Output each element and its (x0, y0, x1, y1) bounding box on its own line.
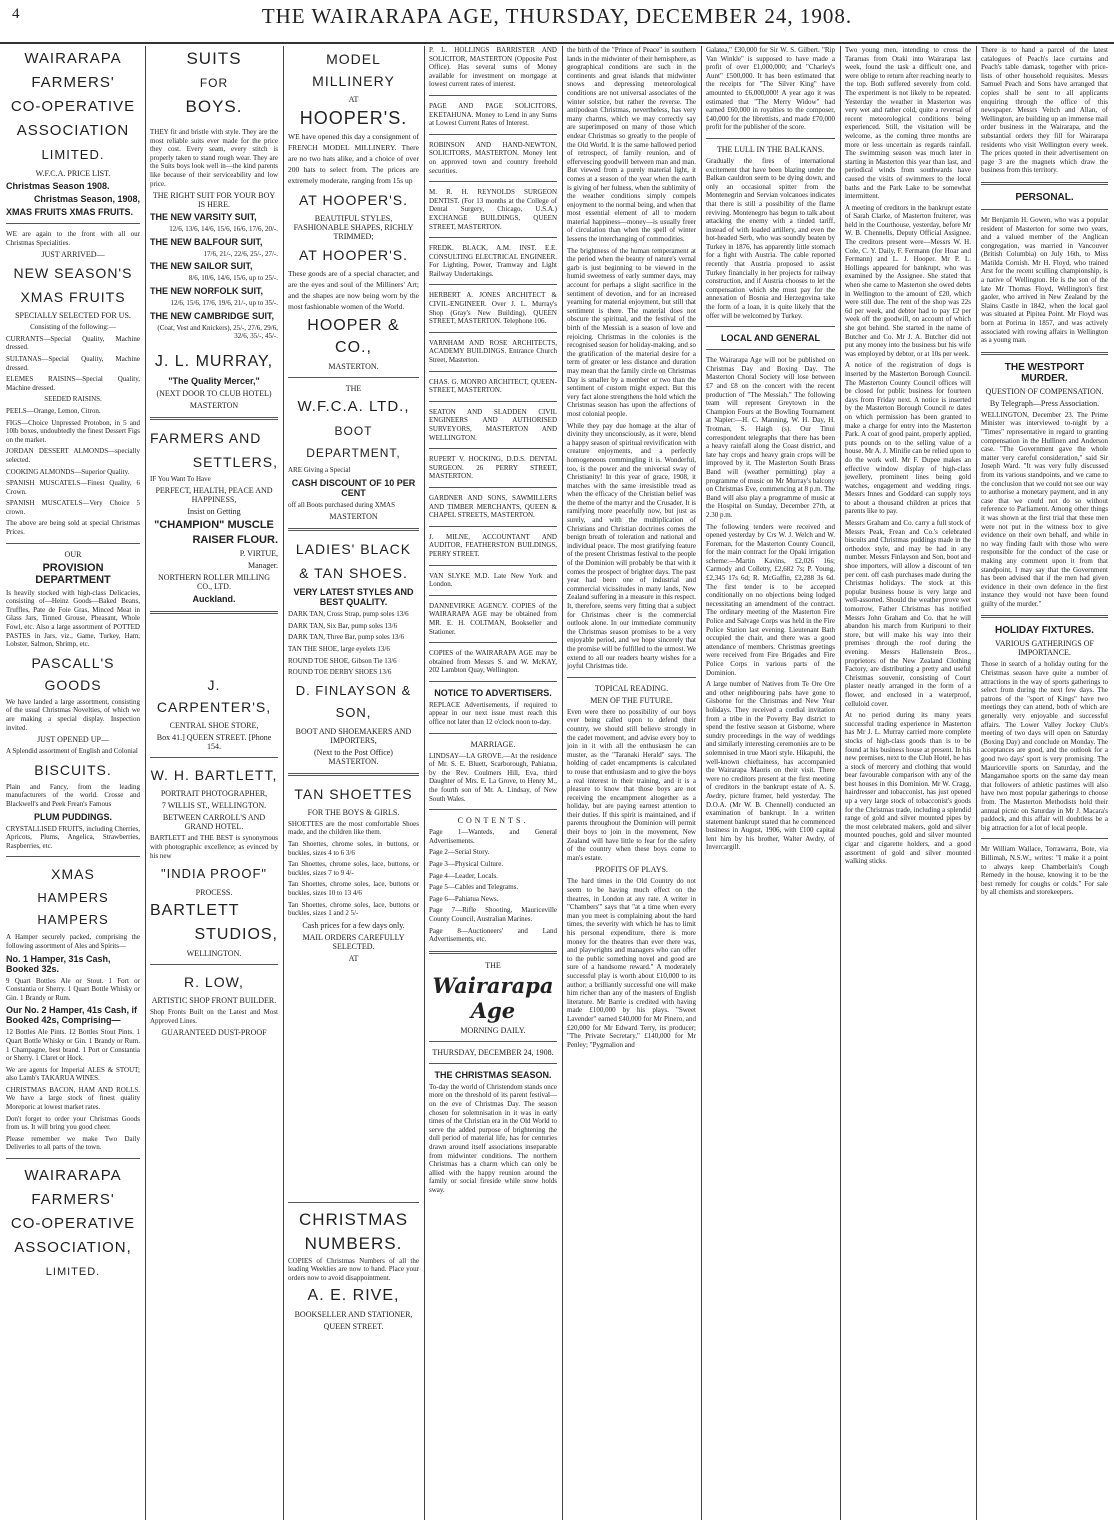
business-card: J. MILNE, ACCOUNTANT AND AUDITOR, FEATHERSTON BUILDINGS, PERRY STREET. (429, 532, 557, 558)
shoette-line: Tan Shoettes, chrome soles, in buttons, or buckles, sizes 4 to 6 3/6 (288, 839, 419, 857)
tan-shoes-heading: & TAN SHOES. (299, 565, 408, 582)
suit-name: THE NEW BALFOUR SUIT, (150, 236, 263, 247)
low-text: Shop Fronts Built on the Latest and Most Approved Lines. (150, 1008, 278, 1025)
hooper-town: MASTERTON. (328, 362, 379, 371)
next-door: (NEXT DOOR TO CLUB HOTEL) (156, 388, 272, 398)
contents-line: Page 1—Wanteds, and General Advertisements. (429, 828, 557, 845)
suit-prices: 12/6, 15/6, 17/6, 19/6, 21/-, up to 35/-. (170, 298, 278, 307)
contents-line: Page 7—Rifle Shooting, Mauriceville County Council, Australian Marines. (429, 906, 557, 923)
contents-line: Page 5—Cables and Telegrams. (429, 883, 519, 892)
murray-name: J. L. MURRAY, (154, 352, 274, 370)
dust-proof: GUARANTEED DUST-PROOF (161, 1028, 267, 1038)
finlayson-name: D. FINLAYSON & SON, (295, 682, 412, 720)
champion-flour: "CHAMPION" MUSCLE (154, 519, 274, 532)
shoette-line: Tan Shoettes, chrome soles, lace, buttons or buckles, sizes 10 to 13 4/6 (288, 880, 419, 897)
business-card: PAGE AND PAGE SOLICITORS, EKETAHUNA. Money to Lend in any Sums at Lowest Current Rates of Interest. (429, 101, 557, 128)
remember-text: Please remember we make Two Daily Deliveries to all parts of the town. (6, 1134, 140, 1152)
fruit-item: COOKING ALMONDS—Superior Quality. (6, 467, 130, 476)
business-card: DANNEVIRKE AGENCY. COPIES of the WAIRARAPA AGE may be obtained from MR. E. H. COLTMAN, Bookseller and Stationer. (429, 601, 557, 636)
editorial-text: To-day the world of Christendom stands once more on the threshold of its parent festival—on the eve of Christmas Day. The season chosen for solemnisation in it was in early times of the Christian era in the Old World to serve the added purpose of brightening the dull period of material life, has for centuries drawn around itself associations inseparable from midwinter conditions. The northern Christmas has a charm which can only be allied with the happy reunion around the family or social fireside while snow holds sway. (429, 1082, 557, 1194)
marriage-text: LINDSAY—LA GROVE.—At the residence of Mr. S. E. Bluett, Scarborough, Pahiatua, by the Rev. Coulmers Hill, Eva, third Daughter of Mrs. E. La Grove, to Henry M., the fourth son of Mr. A. Lindsay, of New South Wales. (429, 751, 557, 803)
murray-town: MASTERTON (189, 400, 239, 410)
shoe-line: DARK TAN, Cross Strap, pump soles 13/6 (288, 610, 409, 619)
fruit-item: CURRANTS—Special Quality, Machine dressed. (6, 334, 140, 352)
for-label: FOR (199, 76, 229, 90)
bacon-text: CHRISTMAS BACON, HAM AND ROLLS. We have a large stock of finest quality Moreporic at lowest market rates. (6, 1085, 140, 1112)
men-future-heading: MEN OF THE FUTURE. (590, 695, 673, 705)
gatherings-heading: VARIOUS GATHERINGS OF IMPORTANCE. (995, 639, 1094, 658)
business-card: VARNHAM AND ROSE ARCHITECTS, ACADEMY BUILDINGS. Entrance Church Street, Masterton. (429, 338, 557, 365)
local-text: The following tenders were received and opened yesterday by Crs W. J. Welch and W. Foreman, for the Masterton County Council, for the main contract for the Opaki irrigation scheme:—Martin Kavins, £2,026 16s; Carmody and Colletty, £2,682 7s; P. Young, £2,345 17s 6d; R. McGaffin, £2,288 3s 6d. The first tender is to be accepted conditionally on no objections being lodged necessitating an amendment of the contract. The ordinary meeting of the Masterton Fire Police and Salvage Corps was held in the Fire Police Station last evening. Lieutenant Bath occupied the chair, and there was a good attendance of members. Christmas greetings were received from Fire Brigades and Fire Police Corps in various parts of the Dominion. (706, 522, 835, 677)
hooper-co: HOOPER & CO., (307, 317, 400, 356)
wfca-name-line: CO-OPERATIVE (10, 1215, 136, 1233)
shoe-line: DARK TAN, Three Bar, pump soles 13/6 (288, 633, 404, 642)
pascalls-text: We have landed a large assortment, consisting of the usual Christmas Novelties, of which we are making a special display. Inspection invited. (6, 697, 140, 732)
wellington-label: WELLINGTON. (186, 949, 242, 959)
contents-heading: CONTENTS. (457, 816, 529, 826)
wairarapa-age-nameplate: Wairarapa Age (432, 972, 554, 1023)
agents-text: We are agents for Imperial ALES & STOUT; also Lamb's TAKARUA WINES. (6, 1065, 140, 1083)
for-boys-girls: FOR THE BOYS & GIRLS. (307, 807, 400, 817)
notice-heading: NOTICE TO ADVERTISERS. (434, 687, 552, 698)
bartlett-studios: BARTLETT (150, 902, 240, 920)
bartlett-address: 7 WILLIS ST., WELLINGTON. (161, 801, 267, 811)
beautiful-styles: BEAUTIFUL STYLES, FASHIONABLE SHAPES, RICHLY TRIMMED; (293, 214, 414, 241)
business-card: FREDK. BLACK, A.M. INST. E.E. CONSULTING ELECTRICAL ENGINEER. For Lighting, Power, Tramway and Light Railway Undertakings. (429, 244, 557, 278)
wfca-boot: W.F.C.A. LTD., (297, 398, 410, 415)
news-column (702, 46, 839, 1520)
bartlett-name: W. H. BARTLETT, (150, 767, 278, 784)
shop-front-builder: ARTISTIC SHOP FRONT BUILDER. (151, 996, 277, 1006)
if-you-want: IF You Want To Have (150, 474, 211, 483)
plum-puddings: PLUM PUDDINGS. (33, 811, 112, 822)
wfca-advertisement (2, 46, 144, 1520)
hamper-no2-items: 12 Bottles Ale Pints. 12 Bottles Stout Pints. 1 Quart Bottle Whisky or Gin. 1 Brandy or Rum. 1 Champagne, best brand. 1 Port or Constantia or Sherry. 1 Claret or Hock. (6, 1028, 140, 1063)
suit-name: THE NEW NORFOLK SUIT, (150, 285, 263, 296)
hoopers-heading: HOOPER'S. (299, 108, 408, 128)
editorial-column (563, 46, 700, 1520)
fruit-item: ELEMES RAISINS—Special Quality, Machine dressed. (6, 375, 140, 392)
business-card: GARDNER AND SONS, SAWMILLERS AND TIMBER MERCHANTS, QUEEN & CHAPEL STREETS, MASTERTON. (429, 493, 557, 520)
local-text: Two young men, intending to cross the Tararuas from Otaki into Wairarapa last week, found the task a difficult one, and were oblige to return after reaching nearly to the top. Both suffered severely from cold. The experiment is not likely to be repeated. Yesterday the weather in Masterton was very wet and rather cold, quite a reversal of recent meteorological conditions being experienced. Still, the visitation will be welcome, as the coming three months are more or less uncertain as regards rainfall. The swimming season was much later in starting in Masterton this year than last, and periodical winds from southwards have caused the visits of swimmers to the local baths and the Park Lake to be somewhat intermittent. (845, 46, 971, 201)
fruit-item: PEELS—Orange, Lemon, Citron. (6, 406, 101, 415)
at-label: AT (348, 953, 359, 963)
health-line: PERFECT, HEALTH, PEACE AND HAPPINESS, (155, 486, 273, 505)
personal-column (977, 46, 1112, 1520)
bartlett-studios: STUDIOS, (194, 926, 278, 944)
giving-special: ARE Giving a Special (288, 466, 351, 474)
goods-text: These goods are of a special character, and are the eyes and soul of the Milliners' Art; and the shapes are now being worn by the most fashionable women of the World. (288, 269, 419, 311)
editorial-text: The brightness of the human temperament at the period when the beauty of nature's vernal garb is just beginning to be viewed in the humid sweetness of early summer days, may account for perhaps a slight sacrifice in the sentiment of devotion, and for an increased yearning for material enjoyment, but still that sentiment is there. The material does not obscure the spiritual, and the festival of the birth of the Messiah is a season of love and rejoicing. Christmas in the colonies is the recognised season for holiday-making, and so the gratification of the material desire for a term of greater or less distance and duration may mean that the family circle on Christmas Day is smaller by a member or two than the sentiment of custom might expect. But this very fact alone strengthens the hold which the Christmas season has upon the affections of most colonial people. (567, 246, 696, 418)
hoopers-column (284, 46, 423, 1520)
shoe-line: ROUND TOE DERBY SHOES 13/6 (288, 668, 392, 677)
rive-name: A. E. RIVE, (307, 1287, 400, 1305)
local-text: There is to hand a parcel of the latest catalogues of Peach's lace curtains and Peach's table damask, together with price-lists of other household requisites. Messrs Samuel Peach and Sons have arranged that copies shall be sent to all applicants enquiring through the office of this newspaper. Messrs Veitch and Allan, of Wellington, are building up an immense mail order business in the Wairarapa, and the substantial orders they fill for Wairarapa residents who visit Wellington every week. The prices quoted in their advertisement on page 3 are the magnets which draw the business from this territory. (981, 46, 1108, 175)
business-card: COPIES of the WAIRARAPA AGE may be obtained from Messrs S. and W. McKAY, 202 Lambton Quay, Wellington. (429, 649, 557, 675)
contents-line: Page 8—Auctioneers' and Land Advertisements, etc. (429, 926, 557, 944)
telegraph-line: By Telegraph—Press Association. (989, 398, 1100, 408)
profits-heading: PROFITS OF PLAYS. (595, 865, 668, 875)
suits-heading: SUITS (186, 49, 242, 68)
suit-prices: 17/6, 21/-, 22/6, 25/-, 27/-. (203, 249, 278, 258)
local-text: A meeting of creditors in the bankrupt estate of Sarah Clarke, of Masterton fruiterer, was held in the Courthouse, yesterday, before Mr W. B. Chennells, Deputy Official Assignee. The creditors present were—Messrs W. H. Cole, C. Y. Daily, F. Fermann (for Hoar and Fermann) and L. J. Hooper. Mr P. L. Hollings appeared for bankrupt, who was examined by the Assignee. She stated that when she came to Masterton she owed debts in Wellington to the amount of £20, which were still due. The rent of the shop was 22s 6d per week, and debtor had to pay £2 per week off the goodwill, on account of which she got behind. She started in the name of Butcher and Co. Mr J. A. Butcher did not put any money into the business but his wife was employed by debtor, or at 10s per week. (845, 203, 971, 358)
wfca-name-line: ASSOCIATION, (14, 1239, 132, 1257)
new-seasons-heading: NEW SEASON'S (13, 265, 133, 282)
quality-mercer: "The Quality Mercer," (168, 375, 260, 386)
raiser-flour: RAISER FLOUR. (192, 534, 278, 547)
shoettes-text: SHOETTES are the most comfortable Shoes made, and the children like them. (288, 819, 419, 837)
paper-the: THE (485, 960, 501, 970)
contents-line: Page 2—Serial Story. (429, 848, 490, 857)
wfca-name-line: WAIRARAPA (24, 50, 122, 67)
season-line: Christmas Season 1908. (6, 181, 110, 191)
hamper-no1-items: 9 Quart Bottles Ale or Stout. 1 Fort or Constantia or Sherry. 1 Quart Bottle Whisky or Gin. 1 Brandy or Rum. (6, 976, 140, 1002)
shoette-line: Tan Shoettes, chrome soles, lace, buttons or buckles, sizes 1 and 2 5/- (288, 900, 419, 918)
balkans-heading: THE LULL IN THE BALKANS. (716, 144, 825, 154)
carpenter-name: J. CARPENTER'S, (156, 677, 272, 716)
mail-orders: MAIL ORDERS CAREFULLY SELECTED. (302, 932, 405, 951)
copies-text: COPIES of Christmas Numbers of all the leading Weeklies are now to hand. Place your orders now to avoid disappointment. (288, 1256, 419, 1282)
right-suit: THE RIGHT SUIT FOR YOUR BOY IS HERE. (152, 191, 276, 210)
suit-prices: 12/6, 13/6, 14/6, 15/6, 16/6, 17/6, 20/-. (169, 225, 278, 234)
shoe-line: TAN THE SHOE, large eyelets 13/6 (288, 644, 390, 653)
queen-street: QUEEN STREET. (323, 1322, 384, 1332)
low-name: R. LOW, (184, 974, 244, 991)
contents-line: Page 6—Pahiatua News. (429, 894, 499, 903)
shoette-line: Tan Shoettes, chrome soles, lace, buttons, or buckles, sizes 7 to 9 4/- (288, 860, 419, 877)
auckland-label: Auckland. (192, 594, 236, 605)
portrait-photographer: PORTRAIT PHOTOGRAPHER, (160, 789, 268, 799)
plays-text: Galatea," £30,000 for Sir W. S. Gilbert. "Rip Van Winkle" is supposed to have made a profit of over £1,000,000; and "Charley's Aunt" £500,000. It has been estimated that the receipts for "The Silver King" have amounted to £6,000,000! A year ago it was estimated that "The Merry Widow" had earned £60,000 in royalties to the composer, £40,000 for the librettists, and made £70,000 profit for the publisher of the score. (706, 46, 835, 132)
fruit-item: The above are being sold at special Christmas Prices. (6, 519, 140, 537)
xmas-heading: XMAS (51, 866, 95, 883)
forget-text: Don't forget to order your Christmas Goods from us. It will bring you good cheer. (6, 1114, 140, 1132)
xmas-fruits-line: XMAS FRUITS XMAS FRUITS. (6, 207, 134, 217)
virtue-name: P. VIRTUE, (239, 549, 278, 559)
intro-text: WE are again to the front with all our Christmas Specialities. (6, 230, 140, 247)
suit-name: THE NEW SAILOR SUIT, (150, 261, 253, 272)
suits-text: THEY fit and bristle with style. They are the most reliable suits ever made for the price they cost. Every seam, every stitch is properly taken to stand rough wear. They are the Suits boys look well in—the kind parents like because of their serviceability and low price. (150, 128, 278, 188)
bartlett-between: BETWEEN CARROLL'S AND GRAND HOTEL. (162, 813, 266, 832)
wfca-name-line: WAIRARAPA (24, 1167, 122, 1185)
provision-text: Is heavily stocked with high-class Delicacies, consisting of—Heinz Goods—Baked Beans, Truffles, Pate de Foie Gras, Minced Meat in Glass Jars, Tinned Grouse, Pheasant, Whole Fowl, etc. Also a large assortment of POTTED PASTES in Jars, viz., Game, Turkey, Ham, Lobster, Salmon, Shrimp, etc. (6, 588, 140, 649)
fruit-item: SULTANAS—Special Quality, Machine dressed. (6, 354, 140, 372)
newspaper-title: THE WAIRARAPA AGE, THURSDAY, DECEMBER 24, 1908. (261, 4, 853, 28)
local-news-column (841, 46, 975, 1520)
at-hoopers: AT HOOPER'S. (298, 247, 409, 263)
consisting-text: Consisting of the following:— (30, 323, 116, 332)
local-text: At no period during its many years successful trading experience in Masterton has Mr J. L. Murray carried more complete stocks of high-class goods than is to be found at his business house at present. In his new premises, next to the Club Hotel, he has a stock of mercery and clothing that would bear favourable comparison with any of the best houses in this Dominion. Mr W. Cragg, hairdresser and tobacconist, has just opened up a very large stock of tobacconist's goods for the Christmas trade, including a splendid range of gold and silver mounted pipes by the most celebrated makers, gold and silver mounted pouches, gold and silver mounted cigar and cigarette holders, and a good assortment of gold and silver mounted walking sticks. (845, 711, 971, 866)
hamper-no2: Our No. 2 Hamper, 41s Cash, if Booked 42s, Comprising— (6, 1005, 138, 1026)
biscuits-heading: BISCUITS. (34, 761, 112, 778)
specially-selected: SPECIALLY SELECTED FOR US. (15, 311, 131, 321)
hamper-text: A Hamper securely packed, comprising the following assortment of Ales and Spirits— (6, 933, 140, 950)
suits-column (146, 46, 282, 1520)
business-card: ROBINSON AND HAND-NEWTON, SOLICITORS, MASTERTON. Money lent on approved town and country freehold securities. (429, 140, 557, 175)
tan-shoettes: TAN SHOETTES (294, 785, 413, 802)
wfca-name-line: ASSOCIATION (16, 122, 130, 139)
westport-text: WELLINGTON, December 23. The Prime Minister was interviewed to-night by a "Times" representative in regard to granting compensation in the Hullinen and Anderson case. "The Government gave the whole matter very careful consideration," said Sir Joseph Ward. "It was very fully discussed from its various standpoints, and we came to the conclusion that we could not see our way to authorise a monetary payment, and in any case that we could not do so without reference to Parliament. Among other things it was shown at the first trial that these men were not put in the witness box to give evidence on their own behalf, and while in no way finding fault with those who were responsible for the conduct of the case or making any comment upon it from that standpoint, I may say that the Government has been advised that if the men had given evidence in their own defence in the first instance they would not have been found guilty of the murder." (981, 410, 1108, 608)
price-list-heading: W.F.C.A. PRICE LIST. (35, 169, 111, 178)
wfca-name-line: LIMITED. (45, 1266, 101, 1279)
local-text: A notice of the registration of dogs is inserted by the Masterton Borough Council. The Masterton County Council offices will be closed for public business for fourteen days from Friday next. A notice is inserted by the Masterton Borough Council re dates on which permission has been granted to make a charge for entry into the Masterton Park. A coat of good paint, properly applied, puts pounds on to the selling value of a house. Mr A. J. Minifie can be relied upon to do the work well. Mr F. Dupee makes an effective window display of high-class jewellery, prominent lines being gold watches, engagement and wedding rings. Messrs Innes and Goddard can supply toys to about a thousand children at prices that parents like to pay. (845, 361, 971, 516)
boot-makers: BOOT AND SHOEMAKERS AND IMPORTERS, (295, 726, 412, 745)
fruit-item: JORDAN DESSERT ALMONDS—specially selected. (6, 447, 140, 464)
holiday-heading: HOLIDAY FIXTURES. (995, 625, 1094, 637)
christmas-heading: CHRISTMAS (298, 1209, 409, 1229)
wfca-name-line: FARMERS' (31, 74, 115, 91)
balkans-text: Gradually the fires of international excitement that have been blazing under the Balkan cauldron seem to be dying down, and only an occasional spitter from the Montenegrin and Servian volcanoes indicates that there is still a possibility of the flame reviving. Montenegro has begun to talk about attacking the enemy with a tinded tariff, instead of with loaded artillery, and even the hot-headed Serb, who was soundly beaten by Turkey in 1876, has apparently little stomach for a fight with Austria. The cable reported recently that Austria proposed to assist Turkey financially in her projects for railway construction, and if Austria chooses to let the compensation which she must pay for the annexation of Bosnia and Herzegovina take the form of a loan, it is quite likely that the offer will be welcomed by Turkey. (706, 156, 835, 320)
plays-text: The hard times in the Old Country do not seem to be having much effect on the theatres, in London at any rate. A writer in "Chambers'" says that "at a time when every man you meet is complaining about the hard times, the severity with which he has to limit his personal expenditure, there is more money for the theatres than ever there was, and playwrights and managers who can offer to the public something novel and good are sure of a handsome reward." A moderately successful play is worth about £10,000 to its author; a brilliantly successful one will make him richer than any of the masters of English literature. Mr Barrie is credited with having made £100,000 by his plays. "Sweet Lavender" earned £40,000 for Mr Pinero, and £20,000 for Mr Edward Terry, its producer; "The Private Secretary," £140,000 for Mr Penley; "Pygmalion and (567, 877, 696, 1049)
cash-prices: Cash prices for a few days only. (302, 920, 405, 930)
india-proof: "INDIA PROOF" (160, 866, 268, 882)
cash-discount: CASH DISCOUNT OF 10 PER CENT (291, 477, 416, 498)
crystallised-text: CRYSTALLISED FRUITS, including Cherries, Apricots, Plums, Angelica, Strawberries, Raspberries, etc. (6, 824, 140, 850)
suit-prices: 8/6, 10/6, 14/6, 15/6, up to 25/-. (188, 274, 278, 283)
business-card: RUPERT V. HOCKING, D.D.S. DENTAL SURGEON. 26 PERRY STREET, MASTERTON. (429, 455, 557, 481)
hampers-heading: HAMPERS HAMPERS (37, 890, 109, 928)
boys-heading: BOYS. (185, 97, 243, 116)
shoe-line: DARK TAN, Six Bar, pump soles 13/6 (288, 621, 398, 630)
farmers-heading: FARMERS AND (150, 429, 262, 446)
millinery-text: WE have opened this day a consignment of FRENCH MODEL MILLINERY. There are no two hats alike, and a choice of over 200 hats to select from. The prices are extremely moderate, ranging from 15s up (288, 132, 419, 185)
business-card: M. R. H. REYNOLDS SURGEON DENTIST. (For 13 months at the College of Dental Surgery, Chicago, U.S.A.) EXCHANGE BUILDINGS, QUEEN STREET, MASTERTON. (429, 188, 557, 231)
bartlett-text: BARTLETT and THE BEST is synonymous with photographic excellence; as evinced by his new (150, 834, 278, 860)
business-card: VAN SLYKE M.D. Late New York and London. (429, 571, 557, 589)
fruit-item: SPANISH MUSCATELS—Finest Quality, 6 Crown. (6, 479, 140, 496)
provision-heading: PROVISION DEPARTMENT (35, 561, 111, 586)
professional-cards-column (425, 46, 561, 1520)
editorial-text: While they pay due homage at the altar of divinity they unconsciously, as it were, blend a happy season of spiritual revivification with creature enjoyments, and a perfectly homogeneous commingling it is. Wonderful, too, is the power and the universal sway of Christianity! In this year of grace, 1908, it matches with the same irresistible tread as when the efficacy of the Christian belief was the theme of the martyr and the Crusader. It is ramifying more peacefully now, but just as surely, and with the multiplication of Christians and Christian doctrines comes the benign breath of toleration and national and individual peace. The most gratifying feature of the present Christmas festival to the people of the Dominion will probably be that with it comes the prospect of brighter days. The past year had been one of industrial and commercial vicissitudes in many lands, New Zealand suffering in a measure in this respect. It, therefore, seems very fitting that a subject for Christmas cheer is the commercial outlook alone. In our immediate community the Christmas season promises to be a very enjoyable period, and we hope sincerely that the promise will be fulfilled to the utmost. We extend to all our readers hearty wishes for a joyful Christmas tide. (567, 421, 696, 671)
local-text: A large number of Natives from Te Ore Ore and other neighbouring pahs have gone to Gisborne for the Christmas and New Year holidays. They received a cordial invitation from a tribe in the Poverty Bay district to spend the festive season at Gisborne, where sundry proceedings in the way of weddings and similarly interesting ceremonies are to be solemnised in true Maori style. Hikapuhi, the well-known chieftainess, has accompanied the Wairarapa Maoris on their visit. There were no creditors present at the first meeting of creditors in the bankrupt estate of A. S. Awdry, picture framer, held yesterday. The D.O.A. (Mr W. B. Chennell) conducted an examination of bankrupt. In a written statement bankrupt stated that he commenced business in August, 1906, with £100 capital lent him by his brother, Walter Awdry, of Invercargill. (706, 680, 835, 852)
westport-heading: THE WESTPORT MURDER. (1004, 361, 1085, 384)
carpenter-address: Box 41.] QUEEN STREET. [Phone 154. (156, 733, 272, 752)
process-label: PROCESS. (195, 888, 233, 898)
personal-heading: PERSONAL. (1015, 191, 1074, 203)
topical-heading: TOPICAL READING. (594, 683, 669, 693)
business-card: P. L. HOLLINGS BARRISTER AND SOLICITOR, MASTERTON (Opposite Post Office). Has several sums of Money available for investment on mortgage at lowest current rates of interest. (429, 46, 557, 89)
boot-department: BOOT DEPARTMENT, (306, 424, 401, 460)
at-label: AT (348, 95, 359, 104)
next-post-office: (Next to the Post Office) MASTERTON. (314, 747, 393, 766)
christmas-season-heading: THE CHRISTMAS SEASON. (434, 1069, 552, 1080)
settlers-heading: SETTLERS, (192, 453, 278, 470)
page-number: 4 (12, 6, 20, 22)
suit-prices: (Coat, Vest and Knickers), 25/-, 27/6, 29/6, 32/6, 35/-, 45/-. (157, 323, 278, 341)
morning-daily: MORNING DAILY. (460, 1025, 526, 1035)
pascalls-heading: PASCALL'S GOODS (31, 654, 115, 693)
contents-line: Page 4—Leader, Locals. (429, 871, 498, 880)
off-boots: off all Boots purchased during XMAS (288, 500, 395, 509)
just-opened: JUST OPENED UP— (37, 735, 109, 745)
wfca-name-line: LIMITED. (41, 147, 105, 162)
wfca-name-line: FARMERS' (31, 1191, 115, 1209)
fruit-item: SEEDED RAISINS. (44, 395, 102, 404)
business-card: HERBERT A. JONES ARCHITECT & CIVIL-ENGINEER. Over J. L. Murray's Shop (Gray's New Building), QUEEN STREET, MASTERTON. Telephone 106. (429, 291, 557, 326)
business-card: CHAS. G. MONRO ARCHITECT, QUEEN-STREET, MASTERTON. (429, 377, 557, 395)
editorial-text: the birth of the "Prince of Peace" in southern lands in the midwinter of their hemisphere, as geographical conditions are such in the continents and great islands that midwinter snows and depressing meteorological conditions are not universal associates of the winter solstice, but rather the reverse. The antipodean Christmas, nevertheless, has very many charms, which we may correctly say are superimposed on many of those which endear Christmas so greatly to the people of the Old World. It is the same hallowed period of retrospect, of family reunion, and of effervescing goodwill between man and man. But viewed from a purely material light, it comes at a season of the year when the earth is giving of her fulness, when the sublimity of the weather conditions simply compels enjoyment to the normal being, and when that most essential element of all to modern material happiness—money—is usually freer of circulation than when the spell of winter lessens the interchanging of commodities. (567, 46, 696, 244)
our-label: OUR (64, 549, 82, 559)
bookseller-label: BOOKSELLER AND STATIONER, (294, 1310, 413, 1320)
local-general-heading: LOCAL AND GENERAL (721, 333, 820, 344)
numbers-heading: NUMBERS. (304, 1233, 403, 1253)
shoe-line: ROUND TOE SHOE, Gibson Tie 13/6 (288, 656, 397, 665)
insist-line: Insist on Getting (187, 507, 241, 517)
at-hoopers: AT HOOPER'S. (298, 192, 409, 208)
latest-styles: VERY LATEST STYLES AND BEST QUALITY. (293, 587, 414, 608)
notice-text: REPLACE Advertisements, if required to appear in our next issue must reach this office not later than 12 o'clock noon to-day. (429, 700, 557, 727)
wfca-name-line: CO-OPERATIVE (10, 98, 136, 115)
xmas-fruits-heading: XMAS FRUITS (20, 289, 126, 306)
cadet-text: Even were there no possibility of our boys ever being called upon to defend their country, we should still believe strongly in the cadet movement, and advise every boy to join in it with all the enthusiasm he can muster, as the "Taranaki Herald" says. The holding of cadet encampments is calculated to rouse that enthusiasm and to give the boys a real interest in their training, and it is a pleasure to know that those boys are not receiving the encampment altogether as a holiday, but are paying earnest attention to their duties. If this spirit is maintained, and if parents throughout the Dominion will permit their boys to join in the movement, New Zealand will have little to fear for the safety of the country when these boys come to man's estate. (567, 707, 696, 862)
just-arrived: JUST ARRIVED— (41, 250, 105, 260)
ladies-heading: LADIES' BLACK (295, 541, 412, 558)
remedy-advert: Mr William Wallace, Torrawarra, Bote, via Billimah, N.S.W., writes: "I make it a point to always keep Chamberlain's Cough Remedy in the house, knowing it to be the best remedy for coughs or colds." For sale by all chemists and storekeepers. (981, 845, 1108, 897)
hamper-no1: No. 1 Hamper, 31s Cash, Booked 32s. (6, 953, 111, 974)
issue-date: THURSDAY, DECEMBER 24, 1908. (432, 1047, 554, 1057)
central-shoe-store: CENTRAL SHOE STORE, (169, 721, 259, 731)
marriage-heading: MARRIAGE. (470, 739, 516, 749)
suit-name: THE NEW VARSITY SUIT, (150, 212, 257, 223)
contents-line: Page 3—Physical Culture. (429, 860, 504, 868)
season-line: Christmas Season, 1908, (33, 194, 140, 204)
boot-town: MASTERTON (329, 512, 378, 522)
local-text: The Wairarapa Age will not be published on Christmas Day and Boxing Day. The Masterton Choral Society will lose between £7 and £8 on the concert with the recent production of "The Messiah." The following team will represent Greytown in the Champion Fours at the Bowling Tournament at Napier:—H. C. Manning, W. H. Day, H. Trotman, S. Haigh (s). Our Tinui correspondent telegraphs that there has been a heavy rainfall along the Coast district, and late hay crops and heavy grain crops will be improved by it. The Masterton South Brass Band will (weather permitting) play a programme of music on Mr Murray's balcony on Christmas Eve, commencing at 8 p.m. The Band will also play a programme of music at the Hospital on Sunday, December 27th, at 2.30 p.m. (706, 356, 835, 519)
business-card: SEATON AND SLADDEN CIVIL ENGINEERS AND AUTHORISED SURVEYORS, MASTERTON AND WELLINGTON. (429, 407, 557, 442)
suit-name: THE NEW CAMBRIDGE SUIT, (150, 310, 275, 321)
compensation-heading: QUESTION OF COMPENSATION. (985, 386, 1104, 396)
local-text: Messrs Graham and Co. carry a full stock of Messrs Peak, Frean and Co.'s celebrated biscuits and Christmas puddings made in the orthodox style, and may be had in any number. Messrs Finlayson and Son, boot and shoe importers, will allow a discount of ten per cent. off cash purchases made during the Christmas holidays. The stock at this popular business house is very large and well-assorted. Should the weather prove wet tomorrow, Father Christmas has notified Messrs John Graham and Co. that he will abandon his march from Kuripuni to their store, but will make his way into their premises through the roof during the evening. Messrs Hallenstein Bros., proprietors of the New Zealand Clothing Factory, are distributing a pretty and useful Christmas souvenir, consisting of Court plaster neatly arranged in the form of a flower, and enclosed in a waterproof, celluloid cover. (845, 519, 971, 708)
the-label: THE (345, 384, 362, 393)
model-millinery: MODEL MILLINERY (312, 51, 395, 89)
biscuits-text: Plain and Fancy, from the leading manufacturers of the world. Crosse and Blackwell's and Peek Frean's Famous (6, 782, 140, 808)
personal-text: Mr Benjamin H. Gowen, who was a popular resident of Masterton for some two years, and a valued member of the Anglican congregation, was married in Vancouver (British Columbia) on July 16th, to Miss Matilda Cornish. Mr H. Floyd, who trained Arst for the recent sculling championship, is a native of Wellington. He is the son of the late Mr Thomas Floyd, Wellington's first gaoler, who arrived in New Zealand by the Slains Castle in 1842, when the local gaol was situated at Pipitea Point. Mr Floyd was born at Porirua in 1857, and was actively associated with rowing affairs in Wellington as a young man. (981, 215, 1108, 345)
holiday-text: Those in search of a holiday outing for the Christmas season have quite a number of attractions in the way of sports gatherings to select from during the next few days. The patrons of the "sport of Kings" have two meetings they can attend, both of which are generally very enjoyable and successful affairs. The Lower Valley Jockey Club's meeting of two days will open on Saturday (Boxing Day) and conclude on Monday. The acceptances are good, and the outlook for a good two days' sport is very promising. The Mauriceville sports on Saturday, and the Mangamahoe sports on the same day mean that followers of athletic pastimes will also have two most popular gatherings to choose from. The Masterton Methodists hold their annual picnic on Saturday in Mr J. Macara's paddock, and this affair will doubtless be a big attraction for a lot of local people. (981, 660, 1108, 832)
fruit-item: SPANISH MUSCATELS—Very Choice 5 crown. (6, 499, 140, 516)
fruit-item: FIGS—Choice Unpressed Protobon, in 5 and 10lb boxes, undoubtedly the finest Dessert Figs on the market. (6, 418, 140, 444)
masthead (0, 0, 1114, 44)
northern-roller: NORTHERN ROLLER MILLING CO., LTD. (158, 573, 270, 592)
manager-label: Manager. (248, 561, 278, 571)
splendid-text: A Splendid assortment of English and Colonial (6, 747, 138, 756)
